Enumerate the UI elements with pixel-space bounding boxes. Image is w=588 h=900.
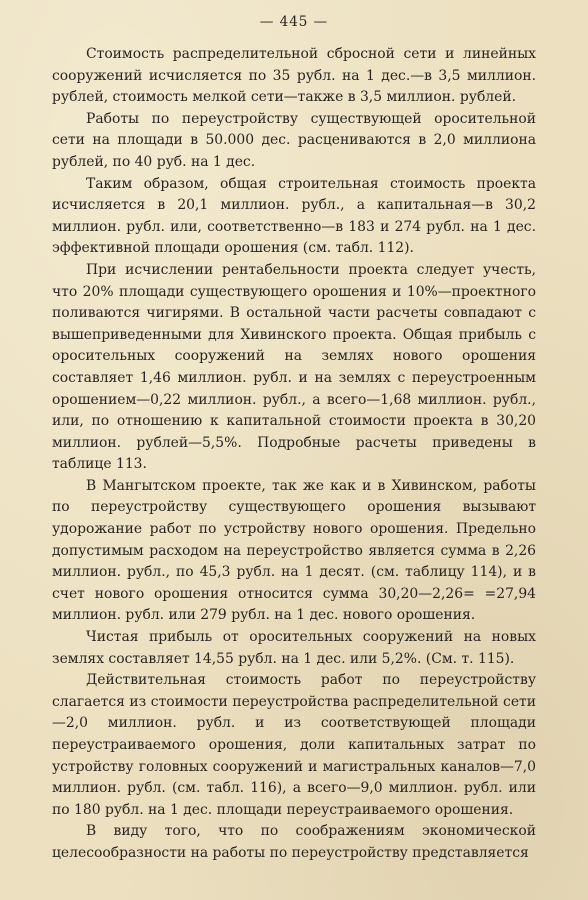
paragraph: В виду того, что по соображениям экономической целесообразности на работы по переустройству представляется bbox=[52, 823, 536, 861]
paragraph: Стоимость распределительной сбросной сети и линейных сооружений исчисляется по 35 рубл. на 1 дес.—в 3,5 миллион. рублей, стоимость мелкой сети—также в 3,5 миллион. рублей. bbox=[52, 46, 536, 106]
paragraph: В Мангытском проекте, так же как и в Хивинском, работы по переустройству существующего орошения вызывают удорожание работ по устройству нового орошения. Предельно допустимым расходом на переустройство является сумма в 2,26 миллион. рубл., по 45,3 рубл. на 1 десят. (см. таблицу 114), и в счет нового орошения относится сумма 30,20—2,26= =27,94 миллион. рубл. или 279 рубл. на 1 дес. нового орошения. bbox=[52, 477, 536, 624]
paragraph: Работы по переустройству существующей оросительной сети на площади в 50.000 дес. расцениваются в 2,0 миллиона рублей, по 40 руб. на 1 дес. bbox=[52, 110, 536, 170]
body-text bbox=[52, 44, 536, 865]
page-number: — 445 — bbox=[259, 14, 329, 30]
paragraph: При исчислении рентабельности проекта следует учесть, что 20% площади существующего орошения и 10%—проектного поливаются чигирями. В остальной части расчеты совпадают с вышеприведенными для Хивинского проекта. Общая прибыль с оросительных сооружений на землях нового орошения составляет 1,46 миллион. рубл. и на землях с переустроенным орошением—0,22 миллион. рубл., а всего—1,68 миллион. рубл., или, по отношению к капитальной стоимости проекта в 30,20 миллион. рублей—5,5%. Подробные расчеты приведены в таблице 113. bbox=[52, 261, 536, 473]
paragraph: Таким образом, общая строительная стоимость проекта исчисляется в 20,1 миллион. рубл., а капитальная—в 30,2 миллион. рубл. или, соответственно—в 183 и 274 рубл. на 1 дес. эффективной площади орошения (см. табл. 112). bbox=[52, 175, 536, 257]
paragraph: Действительная стоимость работ по переустройству слагается из стоимости переустройства распределительной сети—2,0 миллион. рубл. и из соответствующей площади переустраиваемого орошения, доли капитальных затрат по устройству головных сооружений и магистральных каналов—7,0 миллион. рубл. (см. табл. 116), а всего—9,0 миллион. рубл. или по 180 рубл. на 1 дес. площади переустраиваемого орошения. bbox=[52, 672, 536, 818]
paragraph: Чистая прибыль от оросительных сооружений на новых землях составляет 14,55 рубл. на 1 дес. или 5,2%. (См. т. 115). bbox=[52, 629, 536, 667]
